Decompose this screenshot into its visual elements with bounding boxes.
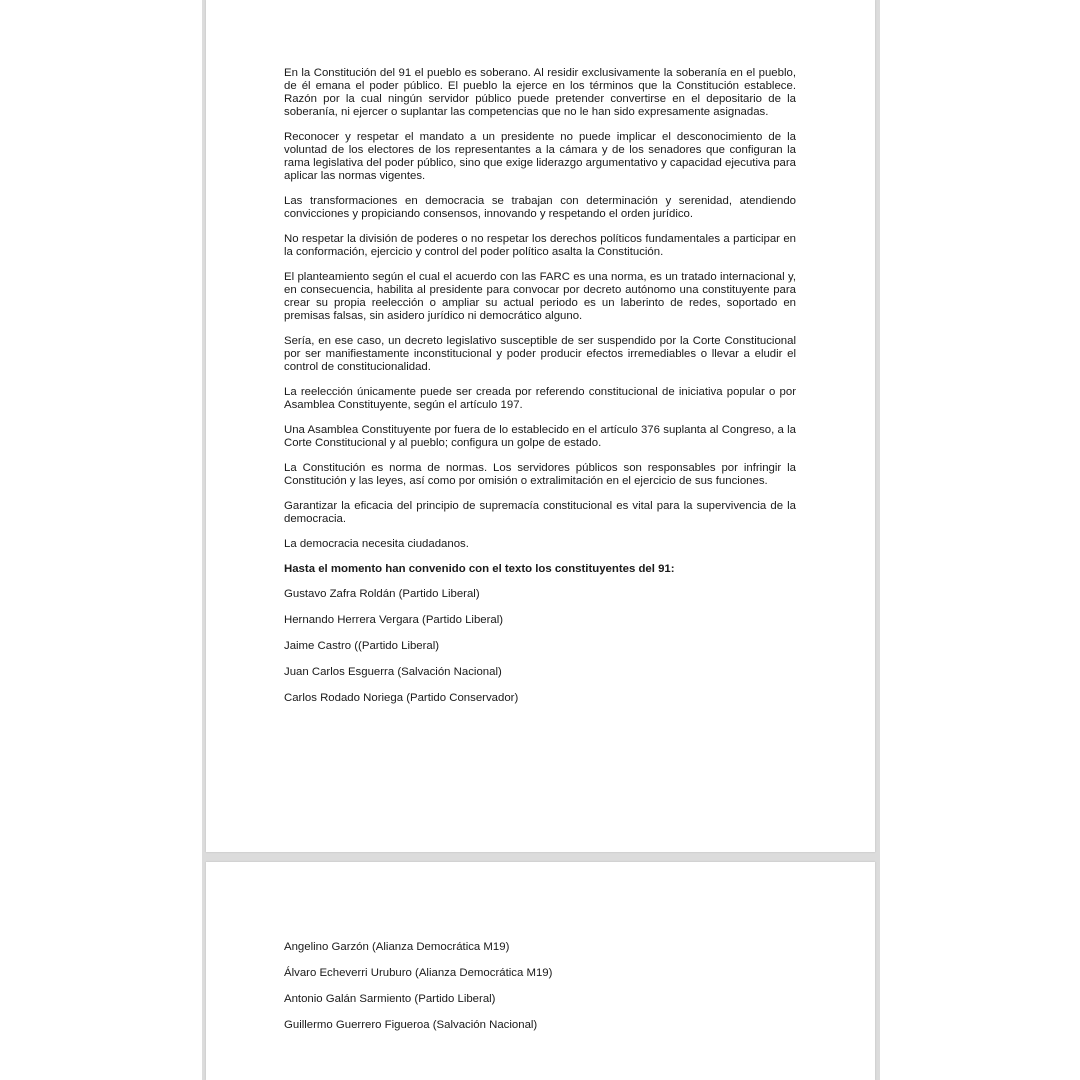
paragraph-10: Garantizar la eficacia del principio de supremacía constitucional es vital para la supervivencia de la democracia.	[284, 500, 796, 525]
signer-item: Jaime Castro ((Partido Liberal)	[284, 640, 440, 652]
page-2-content	[284, 941, 796, 1045]
signer-item: Guillermo Guerrero Figueroa (Salvación Nacional)	[284, 1019, 538, 1031]
page-2	[206, 862, 875, 1080]
paragraph-1: En la Constitución del 91 el pueblo es soberano. Al residir exclusivamente la soberanía en el pueblo, de él emana el poder público. El pueblo la ejerce en los términos que la Constitución establece. Razón por la cual ningún servidor público puede pretender convertirse en el depositario de la soberanía, ni ejercer o suplantar las competencias que no le han sido expresamente asignadas.	[284, 67, 796, 118]
paragraph-9: La Constitución es norma de normas. Los servidores públicos son responsables por infringir la Constitución y las leyes, así como por omisión o extralimitación en el ejercicio de sus funciones.	[284, 462, 796, 487]
paragraph-4: No respetar la división de poderes o no respetar los derechos políticos fundamentales a participar en la conformación, ejercicio y control del poder político asalta la Constitución.	[284, 233, 796, 258]
signer-item: Gustavo Zafra Roldán (Partido Liberal)	[284, 588, 480, 600]
paragraph-6: Sería, en ese caso, un decreto legislativo susceptible de ser suspendido por la Corte Constitucional por ser manifiestamente inconstitucional y poder producir efectos irremediables o llevar a eludir el control de constitucionalidad.	[284, 335, 796, 373]
paragraph-8: Una Asamblea Constituyente por fuera de lo establecido en el artículo 376 suplanta al Congreso, a la Corte Constitucional y al pueblo; configura un golpe de estado.	[284, 424, 796, 449]
signer-item: Antonio Galán Sarmiento (Partido Liberal)	[284, 993, 496, 1005]
paragraph-2: Reconocer y respetar el mandato a un presidente no puede implicar el desconocimiento de la voluntad de los electores de los representantes a la cámara y de los senadores que configuran la rama legislativa del poder público, sino que exige liderazgo argumentativo y capacidad ejecutiva para aplicar las normas vigentes.	[284, 131, 796, 182]
signer-item: Álvaro Echeverri Uruburo (Alianza Democrática M19)	[284, 967, 553, 979]
paragraph-5: El planteamiento según el cual el acuerdo con las FARC es una norma, es un tratado internacional y, en consecuencia, habilita al presidente para convocar por decreto autónomo una constituyente para crear su propia reelección o ampliar su actual periodo es un laberinto de redes, soportado en premisas falsas, sin asidero jurídico ni democrático alguno.	[284, 271, 796, 322]
page-1	[206, 0, 875, 852]
signer-item: Hernando Herrera Vergara (Partido Liberal)	[284, 614, 504, 626]
signers-heading: Hasta el momento han convenido con el texto los constituyentes del 91:	[284, 563, 675, 575]
signer-item: Juan Carlos Esguerra (Salvación Nacional)	[284, 666, 502, 678]
paragraph-11: La democracia necesita ciudadanos.	[284, 538, 469, 550]
paragraph-3: Las transformaciones en democracia se trabajan con determinación y serenidad, atendiendo convicciones y propiciando consensos, innovando y respetando el orden jurídico.	[284, 195, 796, 220]
page-1-content	[284, 67, 796, 718]
paragraph-7: La reelección únicamente puede ser creada por referendo constitucional de iniciativa popular o por Asamblea Constituyente, según el artículo 197.	[284, 386, 796, 411]
signer-item: Angelino Garzón (Alianza Democrática M19)	[284, 941, 510, 953]
signer-item: Carlos Rodado Noriega (Partido Conservador)	[284, 692, 519, 704]
